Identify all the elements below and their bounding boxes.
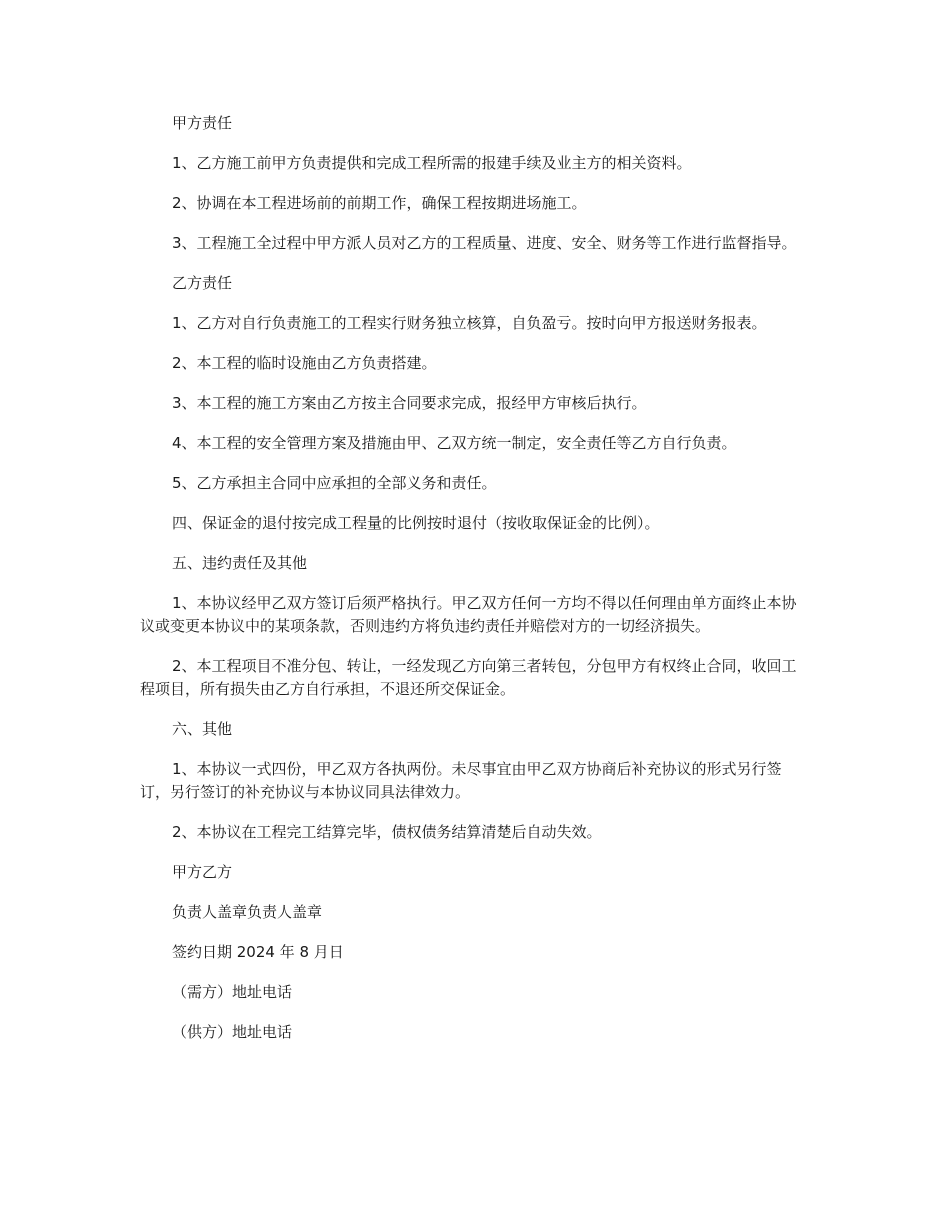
party-b-item-3: 3、本工程的施工方案由乙方按主合同要求完成，报经甲方审核后执行。 <box>172 394 647 412</box>
liability-item-2: 2、本工程项目不准分包、转让，一经发现乙方向第三者转包，分包甲方有权终止合同，收回工程项目，所有损失由乙方自行承担，不退还所交保证金。 <box>140 657 797 698</box>
party-a-item-3: 3、工程施工全过程中甲方派人员对乙方的工程质量、进度、安全、财务等工作进行监督指导。 <box>172 234 797 252</box>
section-heading-party-b: 乙方责任 <box>172 274 233 292</box>
party-b-item-1: 1、乙方对自行负责施工的工程实行财务独立核算，自负盈亏。按时向甲方报送财务报表。 <box>172 314 767 332</box>
party-b-item-5: 5、乙方承担主合同中应承担的全部义务和责任。 <box>172 474 497 492</box>
party-b-item-2: 2、本工程的临时设施由乙方负责搭建。 <box>172 354 437 372</box>
other-item-2: 2、本协议在工程完工结算完毕，债权债务结算清楚后自动失效。 <box>172 823 602 841</box>
document-page <box>140 112 808 1061</box>
party-b-item-4: 4、本工程的安全管理方案及措施由甲、乙双方统一制定，安全责任等乙方自行负责。 <box>172 434 737 452</box>
supplier-address-phone: （供方）地址电话 <box>172 1023 293 1041</box>
signature-seals: 负责人盖章负责人盖章 <box>172 903 323 921</box>
party-a-item-1: 1、乙方施工前甲方负责提供和完成工程所需的报建手续及业主方的相关资料。 <box>172 154 692 172</box>
clause-deposit-refund: 四、保证金的退付按完成工程量的比例按时退付（按收取保证金的比例）。 <box>172 514 660 532</box>
buyer-address-phone: （需方）地址电话 <box>172 983 293 1001</box>
section-heading-liability: 五、违约责任及其他 <box>172 554 308 572</box>
section-heading-other: 六、其他 <box>172 720 233 738</box>
signature-parties: 甲方乙方 <box>172 863 233 881</box>
other-item-1: 1、本协议一式四份，甲乙双方各执两份。未尽事宜由甲乙双方协商后补充协议的形式另行签订，另行签订的补充协议与本协议同具法律效力。 <box>140 760 782 801</box>
party-a-item-2: 2、协调在本工程进场前的前期工作，确保工程按期进场施工。 <box>172 194 587 212</box>
signing-date: 签约日期 2024 年 8 月日 <box>172 943 344 961</box>
liability-item-1: 1、本协议经甲乙双方签订后须严格执行。甲乙双方任何一方均不得以任何理由单方面终止本协议或变更本协议中的某项条款，否则违约方将负违约责任并赔偿对方的一切经济损失。 <box>140 594 797 635</box>
section-heading-party-a: 甲方责任 <box>172 114 233 132</box>
